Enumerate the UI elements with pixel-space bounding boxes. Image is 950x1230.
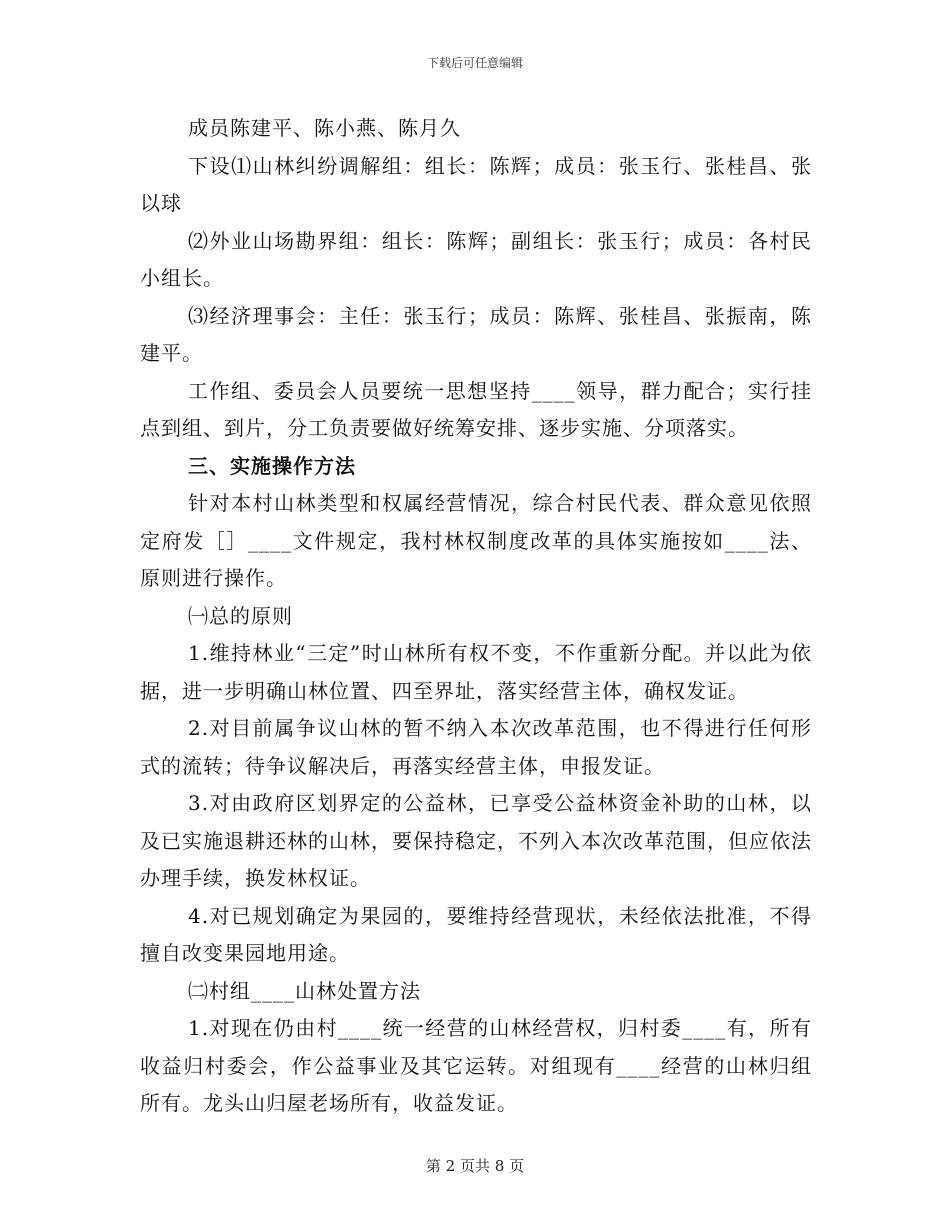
principle-item-3: 3.对由政府区划界定的公益林，已享受公益林资金补助的山林，以及已实施退耕还林的山林，要保持稳定，不列入本次改革范围，但应依法办理手续，换发林权证。 [140, 791, 812, 890]
principle-item-2: 2.对目前属争议山林的暂不纳入本次改革范围，也不得进行任何形式的流转；待争议解决后，再落实经营主体，申报发证。 [140, 716, 812, 778]
paragraph-economic-council: ⑶经济理事会：主任：张玉行；成员：陈辉、张桂昌、张振南，陈建平。 [140, 303, 812, 365]
page-number-footer: 第 2 页共 8 页 [425, 1157, 525, 1175]
document-body [140, 110, 812, 1123]
paragraph-survey-group: ⑵外业山场勘界组：组长：陈辉；副组长：张玉行；成员：各村民小组长。 [140, 228, 812, 290]
paragraph-dispute-group: 下设⑴山林纠纷调解组：组长：陈辉；成员：张玉行、张桂昌、张以球 [140, 153, 812, 215]
subheading-general-principles: ㈠总的原则 [188, 603, 293, 628]
disposal-item-1: 1.对现在仍由村____统一经营的山林经营权，归村委____有，所有收益归村委会，作公益事业及其它运转。对组现有____经营的山林归组所有。龙头山归屋老场所有，收益发证。 [140, 1016, 812, 1115]
paragraph-work-group: 工作组、委员会人员要统一思想坚持____领导，群力配合；实行挂点到组、到片，分工负责要做好统筹安排、逐步实施、分项落实。 [140, 378, 812, 440]
principle-item-4: 4.对已规划确定为果园的，要维持经营现状，未经依法批准，不得擅自改变果园地用途。 [140, 903, 812, 965]
paragraph-implementation: 针对本村山林类型和权属经营情况，综合村民代表、群众意见依照定府发［］____文件规定，我村林权制度改革的具体实施按如____法、原则进行操作。 [140, 491, 812, 590]
page-header-note: 下载后可任意编辑 [426, 56, 523, 70]
principle-item-1: 1.维持林业“三定”时山林所有权不变，不作重新分配。并以此为依据，进一步明确山林位置、四至界址，落实经营主体，确权发证。 [140, 641, 812, 703]
paragraph-members: 成员陈建平、陈小燕、陈月久 [188, 116, 461, 140]
subheading-village-disposal: ㈡村组____山林处置方法 [188, 978, 421, 1003]
section-heading-3: 三、实施操作方法 [188, 453, 356, 478]
